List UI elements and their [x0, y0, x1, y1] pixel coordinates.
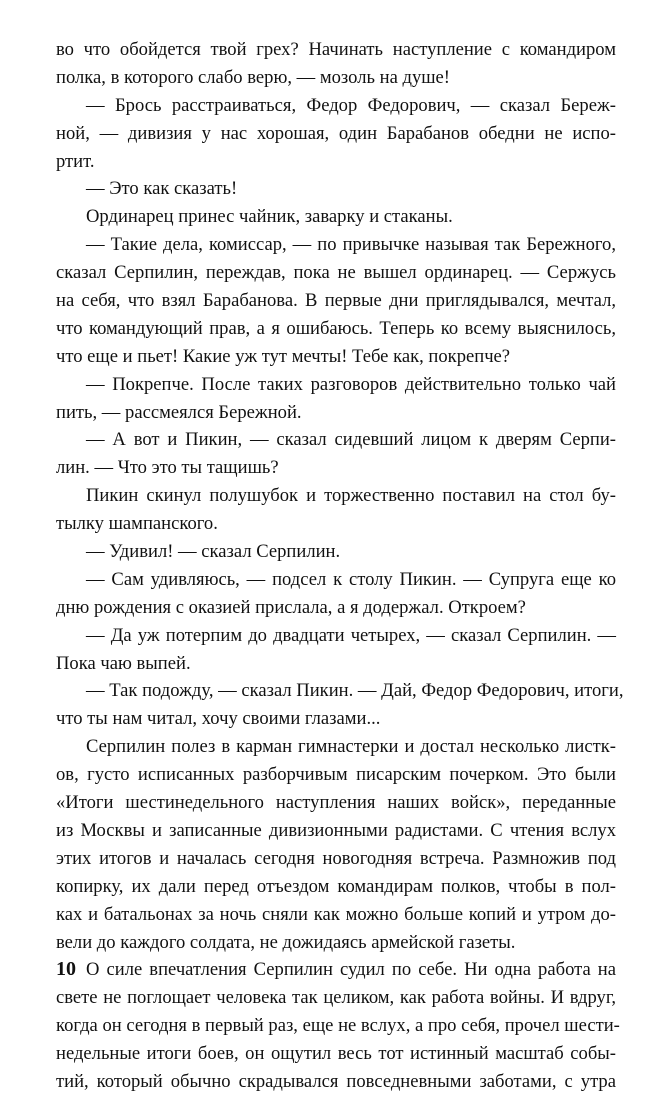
text-line: — Это как сказать!: [86, 178, 238, 200]
text-line: — Сам удивляюсь, — подсел к столу Пикин. — Супруга еще ко: [86, 568, 616, 590]
text-line: О силе впечатления Серпилин судил по себе. Ни одна работа на: [86, 959, 616, 981]
text-line: этих итогов и началась сегодня новогодняя встреча. Размножив под: [56, 847, 616, 869]
text-line: Пока чаю выпей.: [56, 652, 191, 674]
text-line: полка, в которого слабо верю, — мозоль на душе!: [56, 66, 450, 88]
text-line: что командующий прав, а я ошибаюсь. Теперь ко всему выяснилось,: [56, 317, 616, 339]
text-line: копирку, их дали перед отъездом командирам полков, чтобы в пол-: [56, 875, 616, 897]
text-line: ной, — дивизия у нас хорошая, один Барабанов обедни не испо-: [56, 122, 616, 144]
text-line: что еще и пьет! Какие уж тут мечты! Тебе как, покрепче?: [56, 345, 511, 367]
text-line: «Итоги шестинедельного наступления наших войск», переданные: [56, 792, 616, 814]
text-line: что ты нам читал, хочу своими глазами...: [56, 708, 381, 730]
text-line: ртит.: [56, 150, 95, 172]
text-line: ках и батальонах за ночь сняли как можно больше копий и утром до-: [56, 903, 616, 925]
text-line: — Брось расстраиваться, Федор Федорович, — сказал Береж-: [86, 94, 616, 116]
text-line: — Покрепче. После таких разговоров действительно только чай: [86, 373, 616, 395]
text-line: Пикин скинул полушубок и торжественно поставил на стол бу-: [86, 485, 616, 507]
text-line: когда он сегодня в первый раз, еще не вслух, а про себя, прочел шести-: [56, 1015, 620, 1037]
text-line: тылку шампанского.: [56, 513, 218, 535]
text-line: вели до каждого солдата, не дожидаясь армейской газеты.: [56, 931, 516, 953]
text-line: — Так подожду, — сказал Пикин. — Дай, Федор Федорович, итоги,: [86, 680, 624, 702]
text-line: — Такие дела, комиссар, — по привычке называя так Бережного,: [86, 234, 616, 256]
text-line: из Москвы и записанные дивизионными радистами. С чтения вслух: [56, 819, 616, 841]
text-line: дню рождения с оказией прислала, а я додержал. Откроем?: [56, 596, 526, 618]
text-line: недельные итоги боев, он ощутил весь тот истинный масштаб собы-: [56, 1043, 616, 1065]
text-line: сказал Серпилин, переждав, пока не вышел ординарец. — Сержусь: [56, 262, 616, 284]
text-line: Серпилин полез в карман гимнастерки и достал несколько листк-: [86, 736, 616, 758]
text-line: пить, — рассмеялся Бережной.: [56, 401, 302, 423]
text-line: во что обойдется твой грех? Начинать наступление с командиром: [56, 39, 616, 60]
text-line: — Да уж потерпим до двадцати четырех, — сказал Серпилин. —: [86, 624, 616, 646]
page-number: 10: [56, 958, 76, 980]
text-line: на себя, что взял Барабанова. В первые дни приглядывался, мечтал,: [56, 290, 616, 312]
text-line: — А вот и Пикин, — сказал сидевший лицом к дверям Серпи-: [86, 429, 616, 451]
text-line: — Удивил! — сказал Серпилин.: [86, 541, 341, 563]
text-line: ов, густо исписанных разборчивым писарским почерком. Это были: [56, 764, 616, 786]
text-line: тий, который обычно скрадывался повседневными заботами, с утра: [56, 1070, 616, 1092]
text-line: свете не поглощает человека так целиком, как работа войны. И вдруг,: [56, 987, 616, 1009]
text-line: Ординарец принес чайник, заварку и стаканы.: [86, 206, 453, 228]
page-text: [56, 36, 624, 1096]
text-line: лин. — Что это ты тащишь?: [56, 457, 279, 479]
